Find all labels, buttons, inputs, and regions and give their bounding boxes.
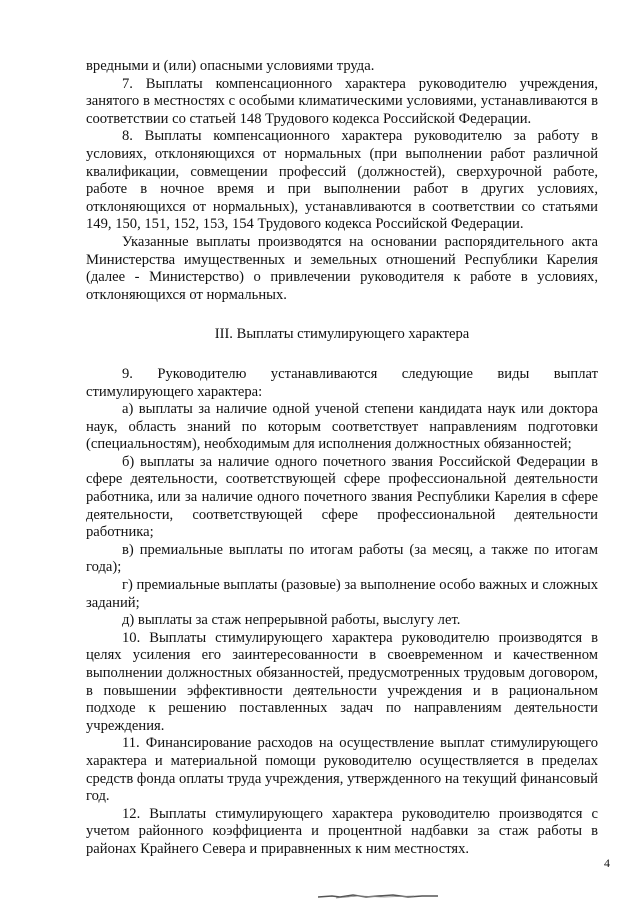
section-heading: III. Выплаты стимулирующего характера: [214, 326, 470, 343]
paragraph-9-g: г) премиальные выплаты (разовые) за выполнение особо важных и сложных заданий;: [86, 577, 599, 611]
paragraph-9-d: д) выплаты за стаж непрерывной работы, выслугу лет.: [122, 612, 461, 629]
scan-artifact: [318, 893, 438, 899]
paragraph-8: 8. Выплаты компенсационного характера руководителю за работу в условиях, отклоняющихся от нормальных (при выполнении работ различной квалификации, совмещении профессий (должностей), сверхурочной работе, работе в ночное время и при выполнении работ в других условиях, отклоняющихся от нормальных), устанавливаются в соответствии со статьями 149, 150, 151, 152, 153, 154 Трудового кодекса Российской Федерации.: [86, 128, 598, 233]
paragraph-7: 7. Выплаты компенсационного характера руководителю учреждения, занятого в местностях с особыми климатическими условиями, устанавливаются в соответствии со статьей 148 Трудового кодекса Российской Федерации.: [86, 75, 598, 127]
paragraph-11: 11. Финансирование расходов на осуществление выплат стимулирующего характера и материальной помощи руководителю осуществляется в пределах средств фонда оплаты труда учреждения, утвержденного на текущий финансовый год.: [86, 735, 598, 805]
paragraph-10: 10. Выплаты стимулирующего характера руководителю производятся в целях усиления его заинтересованности в своевременном и качественном выполнении должностных обязанностей, предусмотренных трудовым договором, в повышении эффективности деятельности учреждения и в рациональном подходе к решению поставленных задач по направлениям деятельности учреждения.: [86, 629, 598, 734]
paragraph-9: 9. Руководителю устанавливаются следующие виды выплат стимулирующего характера:: [86, 365, 598, 400]
page-number: 4: [604, 856, 610, 870]
paragraph-8-note: Указанные выплаты производятся на основании распорядительного акта Министерства имущественных и земельных отношений Республики Карелия (далее - Министерство) о привлечении руководителя к работе в условиях, отклоняющихся от нормальных.: [86, 233, 598, 303]
paragraph-9-b: б) выплаты за наличие одного почетного звания Российской Федерации в сфере деятельности, соответствующей сфере профессиональной деятельности работника, или за наличие одного почетного звания Республики Карелия в сфере деятельности, соответствующей сфере профессиональной деятельности работника;: [86, 453, 598, 541]
paragraph-continuation: вредными и (или) опасными условиями труда.: [86, 58, 375, 74]
document-page: [86, 58, 598, 859]
paragraph-12: 12. Выплаты стимулирующего характера руководителю производятся с учетом районного коэффициента и процентной надбавки за стаж работы в районах Крайнего Севера и приравненных к ним местностях.: [86, 805, 598, 857]
paragraph-9-v: в) премиальные выплаты по итогам работы (за месяц, а также по итогам года);: [86, 541, 598, 576]
paragraph-9-a: а) выплаты за наличие одной ученой степени кандидата наук или доктора наук, область знаний по которым соответствует направлениям подготовки (специальностям), необходимым для исполнения должностных обязанностей;: [86, 401, 598, 453]
